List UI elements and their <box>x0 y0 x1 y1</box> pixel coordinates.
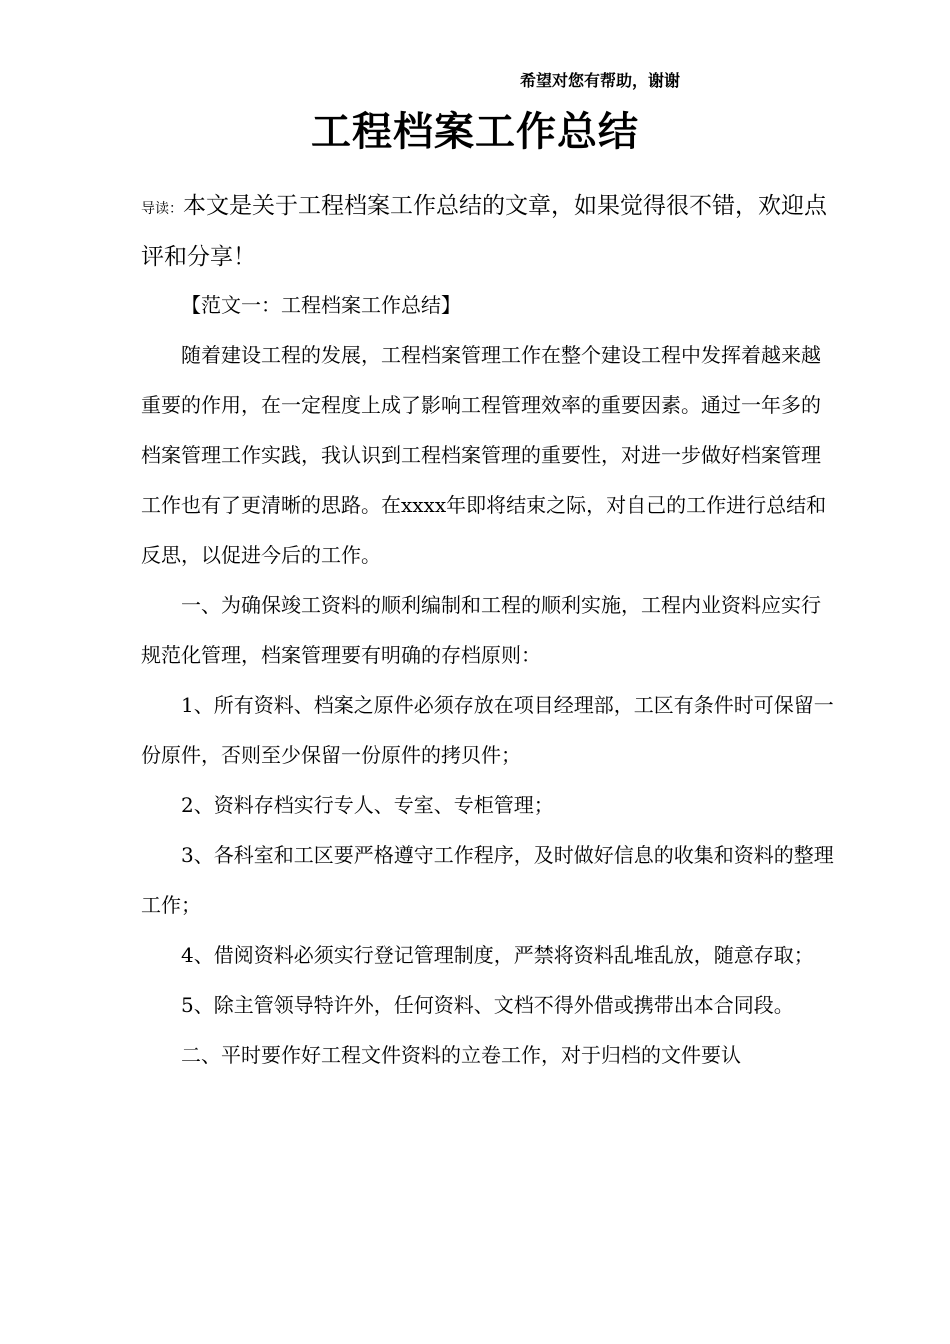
list-item-rule-4: 4、借阅资料必须实行登记管理制度，严禁将资料乱堆乱放，随意存取； <box>181 943 814 967</box>
body-paragraph-point-two: 二、平时要作好工程文件资料的立卷工作，对于归档的文件要认 <box>181 1043 741 1067</box>
document-title: 工程档案工作总结 <box>311 109 639 155</box>
list-item-rule-5: 5、除主管领导特许外，任何资料、文档不得外借或携带出本合同段。 <box>181 993 794 1017</box>
list-item-rule-2: 2、资料存档实行专人、专室、专柜管理； <box>181 793 554 817</box>
document-body <box>141 280 837 1080</box>
section-heading-sample-one: 【范文一：工程档案工作总结】 <box>181 293 461 317</box>
body-paragraph-introduction: 随着建设工程的发展，工程档案管理工作在整个建设工程中发挥着越来越重要的作用，在一定程度上成了影响工程管理效率的重要因素。通过一年多的档案管理工作实践，我认识到工程档案管理的重要性，对进一步做好档案管理工作也有了更清晰的思路。在xxxx年即将结束之际，对自己的工作进行总结和反思，以促进今后的工作。 <box>141 343 827 567</box>
intro-text: 本文是关于工程档案工作总结的文章，如果觉得很不错，欢迎点评和分享！ <box>141 193 827 270</box>
intro-label: 导读： <box>141 201 183 217</box>
list-item-rule-1: 1、所有资料、档案之原件必须存放在项目经理部，工区有条件时可保留一份原件，否则至少保留一份原件的拷贝件； <box>141 693 834 767</box>
body-paragraph-point-one: 一、为确保竣工资料的顺利编制和工程的顺利实施，工程内业资料应实行规范化管理，档案管理要有明确的存档原则： <box>141 593 821 667</box>
header-note: 希望对您有帮助，谢谢 <box>520 71 681 90</box>
intro-paragraph <box>141 182 841 281</box>
list-item-rule-3: 3、各科室和工区要严格遵守工作程序，及时做好信息的收集和资料的整理工作； <box>141 843 834 917</box>
